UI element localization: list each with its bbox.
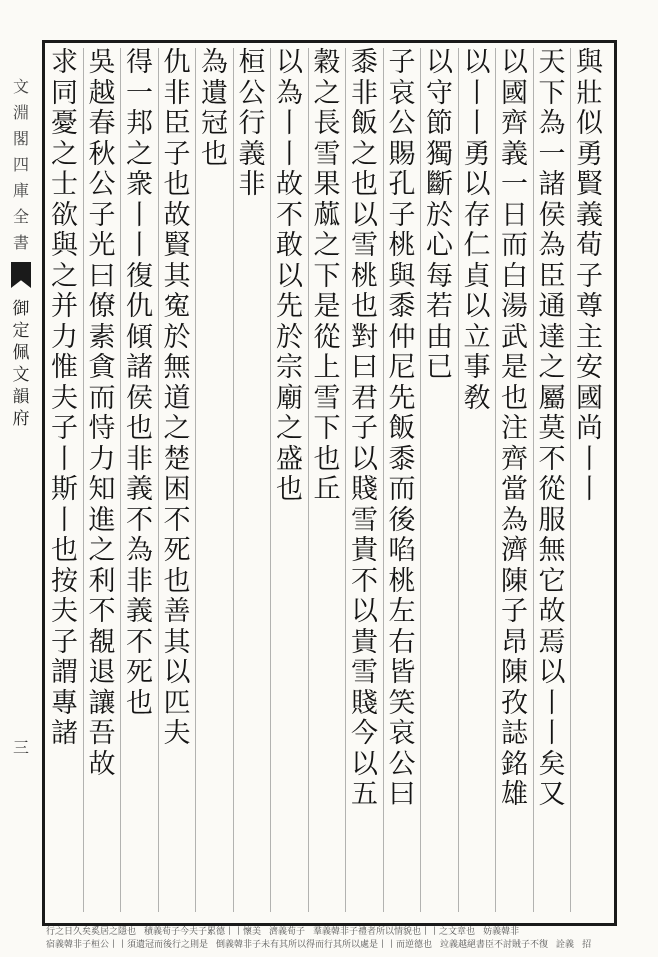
text-column: 子 哀 公 賜 孔 子 桃 與 黍 仲 尼 先 飯 黍 而 後 啗 桃 左 右 皆 笑 哀 公 曰 [388, 47, 416, 810]
annotation-item: 濟義荀子 [269, 927, 306, 937]
text-column: 桓 公 行 義 非 [238, 47, 266, 200]
spine-margin [0, 40, 42, 923]
annotation-item: 宿義韓非子桓公丨丨須遺冠而後行之則是 [46, 940, 209, 950]
text-column: 仇 非 臣 子 也 故 賢 其 寃 於 無 道 之 楚 困 不 死 也 善 其 以 匹 夫 [163, 47, 191, 749]
text-column: 天 下 為 一 諸 侯 為 臣 通 達 之 屬 莫 不 從 服 無 它 故 焉 以 丨 丨 矣 又 [538, 47, 566, 810]
annotation-item: 行之日久矣奚居之隱也 [46, 927, 137, 937]
text-column: 穀 之 長 雪 果 蓏 之 下 是 從 上 雪 下 也 丘 [313, 47, 341, 505]
text-column: 吳 越 春 秋 公 子 光 曰 僚 素 貪 而 恃 力 知 進 之 利 不 覩 退 讓 吾 故 [88, 47, 116, 780]
text-column: 求 同 憂 之 士 欲 與 之 并 力 惟 夫 子 丨 斯 丨 也 按 夫 子 謂 專 諸 [51, 47, 78, 749]
annotation-list [46, 926, 612, 952]
annotation-item: 妨義韓非 [483, 927, 520, 937]
text-column: 為 遺 冠 也 [201, 47, 228, 170]
text-column: 黍 非 飯 之 也 以 雪 桃 也 對 曰 君 子 以 賤 雪 貴 不 以 貴 雪 賤 今 以 五 [351, 47, 378, 810]
annotation-item: 倒義韓非子未有其所以得而行其所以處是丨丨而逆德也 [216, 940, 433, 950]
spine-top-text: 文 淵 閣 四 庫 全 書 [12, 77, 29, 252]
annotation-item: 詮義 [556, 940, 575, 950]
text-column: 得 一 邦 之 衆 丨 丨 復 仇 傾 諸 侯 也 非 義 不 為 非 義 不 死 也 [126, 47, 153, 719]
annotation-item: 招 [582, 940, 592, 950]
annotation-item: 積義荀子今夫子累德丨丨懷美 [144, 927, 262, 937]
spine-bottom-text: 御 定 佩 文 韻 府 [12, 299, 30, 429]
fish-tail-mark-icon [11, 262, 31, 288]
annotation-item: 竝義越絕書臣不討賊子不復 [440, 940, 549, 950]
text-column: 以 守 節 獨 斷 於 心 每 若 由 已 [426, 47, 453, 383]
page-number: 三 [12, 738, 29, 757]
text-column: 與 壯 似 勇 賢 義 荀 子 尊 主 安 國 尚 丨 丨 [576, 47, 603, 505]
text-column: 以 丨 丨 勇 以 存 仁 貞 以 立 事 敎 [463, 47, 491, 414]
text-column: 以 國 齊 義 一 日 而 白 湯 武 是 也 注 齊 當 為 濟 陳 子 昂 陳 孜 誌 銘 雄 [501, 47, 528, 810]
annotation-item: 羣義韓非子禮者所以情貌也丨丨之文章也 [313, 927, 476, 937]
text-column: 以 為 丨 丨 故 不 敢 以 先 於 宗 廟 之 盛 也 [276, 47, 303, 505]
